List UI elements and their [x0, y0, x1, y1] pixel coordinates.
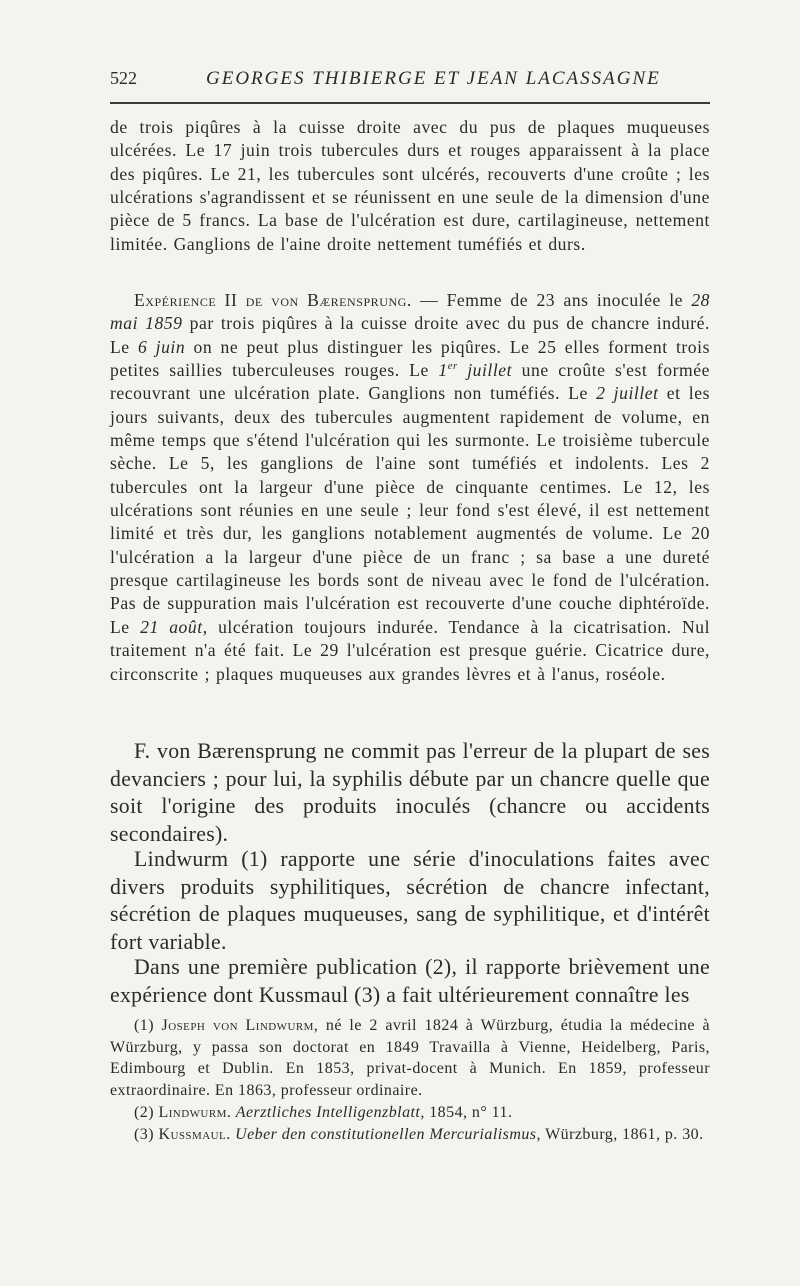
date-august: 21 août	[140, 616, 203, 637]
date-june: 6 juin	[137, 336, 186, 357]
text-run: — Femme de 23 ans inoculée le	[411, 290, 692, 310]
text-run: et les jours suivants, deux des tubercules augmentent rapidement de volume, en même temps que s'étend l'ulcération qui les surmonte. Le troisième tubercule sèche. Le 5, les ganglions de l'aine sont tuméfiés et indolents. Les 2 tubercules ont la largeur d'une pièce de cinquante centimes. Le 12, les ulcérations sont réunies en une seule ; leur fond s'est élevé, il est nettement limité et très dur, les ganglions notablement augmentés de volume. Le 20 l'ulcération a la largeur d'une pièce de un franc ; sa base a une dureté presque cartilagineuse les bords sont de niveau avec le fond de l'ulcération. Pas de suppuration mais l'ulcération est recouverte d'une couche diphtéroïde. Le	[110, 383, 710, 637]
text-run: on ne peut plus distinguer les piqûres. Le 25 elles forment trois petites saillies tuberculeuses rouges. Le	[110, 336, 710, 381]
date-july-second: 2 juillet	[596, 383, 659, 404]
paragraph-lindwurm	[110, 846, 710, 957]
footnote-mark: (2)	[134, 1103, 159, 1121]
date-month: juillet	[457, 360, 513, 381]
footnote-1	[110, 1015, 710, 1102]
date-superscript: er	[447, 361, 458, 373]
footnote-text: 1854, n° 11.	[424, 1103, 513, 1121]
text-run: par trois piqûres à la cuisse droite avec du pus de chancre induré. Le	[110, 313, 710, 357]
footnote-text: , né le 2 avril 1824 à Würzburg, étudia la médecine à Würzburg, y passa son doctorat en 1849 Travailla à Vienne, Heidelberg, Paris, Edimbourg et Dublin. En 1853, privat-docent à Munich. En 1859, professeur extraordinaire. En 1863, professeur ordinaire.	[110, 1017, 710, 1100]
page-number: 522	[110, 68, 137, 88]
running-title: GEORGES THIBIERGE ET JEAN LACASSAGNE	[206, 68, 661, 89]
paragraph-continuation	[110, 116, 710, 256]
paragraph-text: de trois piqûres à la cuisse droite avec du pus de plaques muqueuses ulcérées. Le 17 juin trois tubercules durs et rouges apparaissent à la place des piqûres. Le 21, les tubercules sont ulcérés, recouverts d'une croûte ; les ulcérations s'agrandissent et se réunissent en une seule de la dimension d'une pièce de 5 francs. La base de l'ulcération est dure, cartilagineuse, nettement limitée. Ganglions de l'aine droite nettement tuméfiés et durs.	[110, 117, 710, 254]
footnote-author: Kussmaul.	[158, 1125, 231, 1143]
footnotes	[110, 1015, 710, 1145]
footnote-author: Lindwurm.	[158, 1103, 232, 1121]
header-rule	[110, 102, 710, 104]
footnote-author: Joseph von Lindwurm	[161, 1017, 314, 1034]
footnote-mark: (3)	[134, 1125, 159, 1143]
page-header	[110, 68, 710, 96]
footnote-mark: (1)	[134, 1017, 162, 1034]
footnote-title: Ueber den constitutionellen Mercurialismus,	[235, 1125, 541, 1143]
date-july-first	[438, 360, 512, 380]
footnote-2	[110, 1102, 710, 1124]
experiment-heading: Expérience II de von Bærensprung.	[134, 290, 412, 310]
text-run: une croûte s'est formée recouvrant une ulcération plate. Ganglions non tuméfiés. Le	[110, 360, 710, 404]
paragraph-text: Lindwurm (1) rapporte une série d'inoculations faites avec divers produits syphilitiques, sécrétion de chancre infectant, sécrétion de plaques muqueuses, sang de syphilitique, et d'intérêt fort variable.	[110, 847, 710, 955]
paragraph-text: Dans une première publication (2), il rapporte brièvement une expérience dont Kussmaul (3) a fait ultérieurement connaître les	[110, 955, 710, 1007]
date-day: 1	[438, 360, 448, 381]
footnote-3	[110, 1124, 710, 1146]
paragraph-publication	[110, 954, 710, 1009]
paragraph-text: F. von Bærensprung ne commit pas l'erreur de la plupart de ses devanciers ; pour lui, la syphilis débute par un chancre quelle que soit l'origine des produits inoculés (chancre ou accidents secondaires).	[110, 739, 710, 847]
text-run: , ulcération toujours indurée. Tendance à la cicatrisation. Nul traitement n'a été fait. Le 29 l'ulcération est presque guérie. Cicatrice dure, circonscrite ; plaques muqueuses aux grandes lèvres et à l'anus, roséole.	[110, 616, 711, 684]
experiment-paragraph	[110, 289, 710, 686]
date-may: 28 mai 1859	[110, 290, 711, 334]
footnote-title: Aerztliches Intelligenzblatt,	[235, 1103, 425, 1121]
paragraph-baerensprung	[110, 738, 710, 849]
footnote-text: Würzburg, 1861, p. 30.	[540, 1125, 704, 1143]
